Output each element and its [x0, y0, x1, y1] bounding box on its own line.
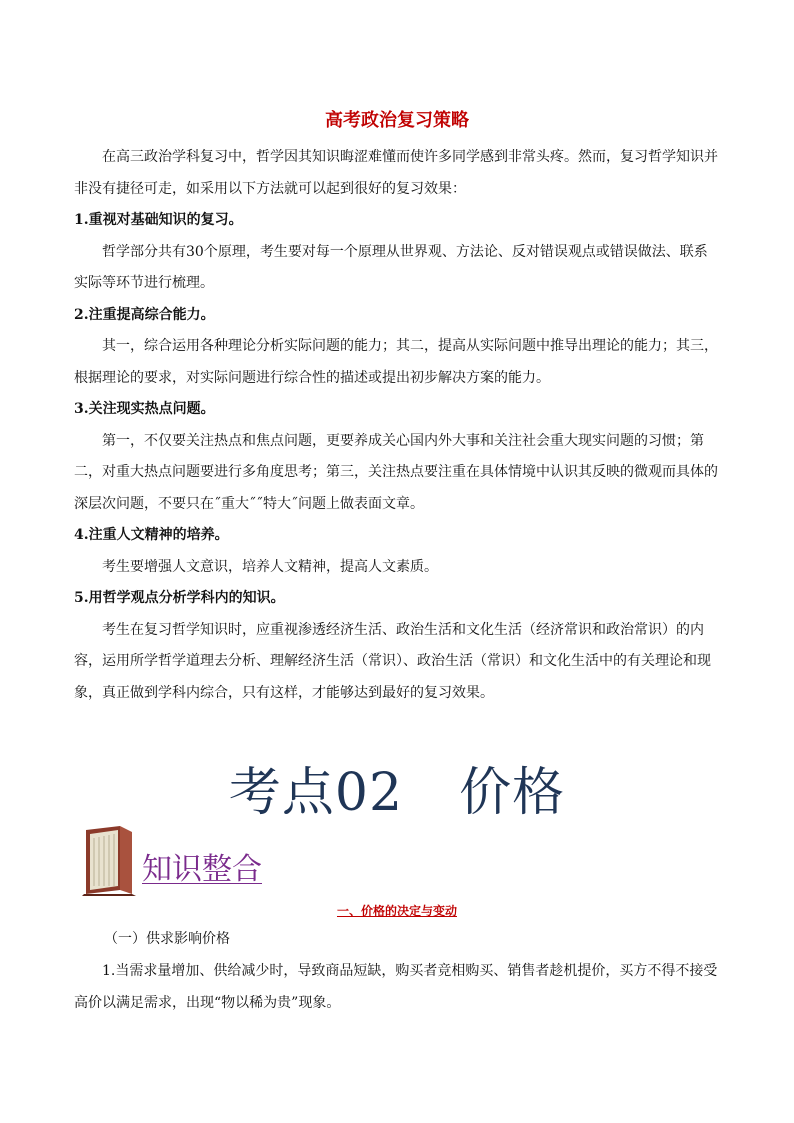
section-heading-5: 5.用哲学观点分析学科内的知识。	[74, 590, 285, 606]
topic-title	[0, 750, 794, 825]
section-heading-3: 3.关注现实热点问题。	[74, 401, 215, 417]
document-title: 高考政治复习策略	[325, 110, 469, 131]
subsection-heading: 一、价格的决定与变动	[336, 904, 457, 918]
book-icon	[80, 824, 138, 896]
section-body-5: 考生在复习哲学知识时，应重视渗透经济生活、政治生活和文化生活（经济常识和政治常识）的内容，运用所学哲学道理去分析、理解经济生活（常识）、政治生活（常识）和文化生活中的有关理论和现象，真正做到学科内综合，只有这样，才能够达到最好的复习效果。	[74, 621, 711, 701]
section-body-1: 哲学部分共有30个原理，考生要对每一个原理从世界观、方法论、反对错误观点或错误做法、联系实际等环节进行梳理。	[74, 243, 708, 291]
topic-name: 价格	[459, 763, 566, 823]
intro-paragraph: 在高三政治学科复习中，哲学因其知识晦涩难懂而使许多同学感到非常头疼。然而，复习哲学知识并非没有捷径可走，如采用以下方法就可以起到很好的复习效果：	[74, 149, 718, 197]
section-body-4: 考生要增强人文意识，培养人文精神，提高人文素质。	[102, 558, 438, 575]
section-label: 知识整合	[142, 852, 262, 887]
section-heading-4: 4.注重人文精神的培养。	[74, 527, 229, 543]
section-heading-2: 2.注重提高综合能力。	[74, 306, 215, 323]
subsection-body	[74, 956, 720, 1019]
section-heading-1: 1.重视对基础知识的复习。	[74, 212, 243, 228]
topic-code: 考点02	[228, 763, 404, 823]
subsection-subheading: （一）供求影响价格	[104, 931, 230, 947]
subsection-paragraph: 1.当需求量增加、供给减少时，导致商品短缺，购买者竞相购买、销售者趁机提价，买方不得不接受高价以满足需求，出现“物以稀为贵”现象。	[74, 963, 718, 1011]
document-body	[74, 142, 720, 709]
section-body-3: 第一，不仅要关注热点和焦点问题，更要养成关心国内外大事和关注社会重大现实问题的习惯；第二，对重大热点问题要进行多角度思考；第三，关注热点要注重在具体情境中认识其反映的微观而具体的深层次问题，不要只在˝重大˝˝特大˝问题上做表面文章。	[74, 432, 718, 512]
section-body-2: 其一，综合运用各种理论分析实际问题的能力；其二，提高从实际问题中推导出理论的能力；其三，根据理论的要求，对实际问题进行综合性的描述或提出初步解决方案的能力。	[74, 338, 718, 386]
